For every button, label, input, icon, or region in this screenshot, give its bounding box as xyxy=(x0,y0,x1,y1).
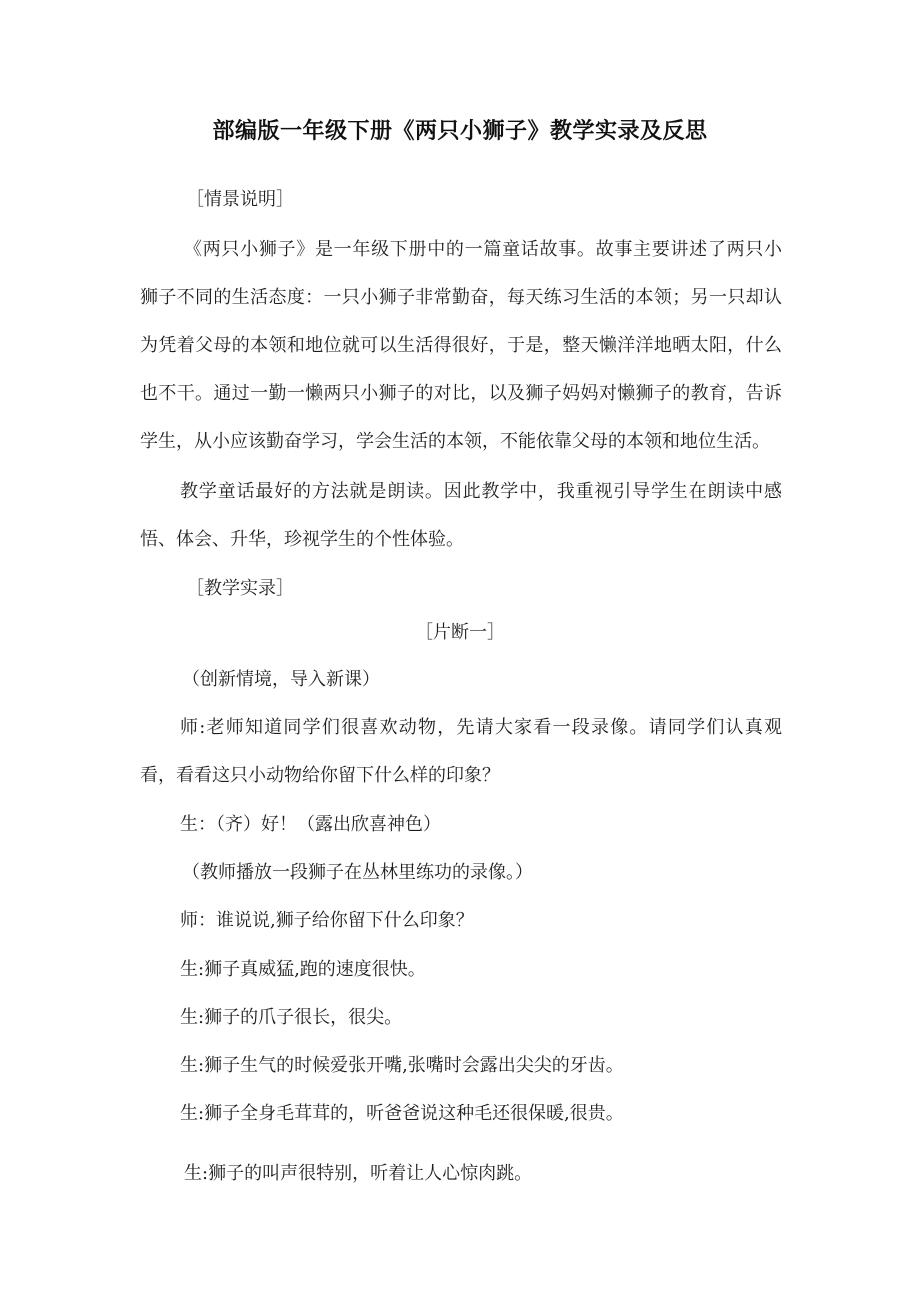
dialogue-line: 生:狮子的叫声很特别，听着让人心惊肉跳。 xyxy=(184,1163,533,1184)
dialogue-line: 生：（齐）好！（露出欣喜神色） xyxy=(180,814,441,835)
stage-direction: （教师播放一段狮子在丛林里练功的录像。） xyxy=(182,862,533,883)
stage-direction: （创新情境，导入新课） xyxy=(182,669,380,690)
paragraph-line: 学生，从小应该勤奋学习，学会生活的本领，不能依靠父母的本领和地位生活。 xyxy=(140,431,770,452)
section-heading-scenario: ［情景说明］ xyxy=(186,189,294,210)
document-title: 部编版一年级下册《两只小狮子》教学实录及反思 xyxy=(212,119,708,144)
fragment-heading: ［片断一］ xyxy=(415,622,505,643)
dialogue-line: 师：谁说说,狮子给你留下什么印象？ xyxy=(180,910,474,931)
paragraph-line: 悟、体会、升华，珍视学生的个性体验。 xyxy=(140,529,464,550)
dialogue-line: 看，看看这只小动物给你留下什么样的印象？ xyxy=(140,765,500,786)
paragraph-line: 也不干。通过一勤一懒两只小狮子的对比，以及狮子妈妈对懒狮子的教育，告诉 xyxy=(140,383,782,404)
paragraph-line: 为凭着父母的本领和地位就可以生活得很好，于是，整天懒洋洋地晒太阳，什么 xyxy=(140,335,782,356)
dialogue-line: 生:狮子生气的时候爱张开嘴,张嘴时会露出尖尖的牙齿。 xyxy=(180,1055,624,1076)
dialogue-line: 生:狮子的爪子很长，很尖。 xyxy=(180,1007,403,1028)
paragraph-line: 《两只小狮子》是一年级下册中的一篇童话故事。故事主要讲述了两只小 xyxy=(184,239,782,260)
dialogue-line: 师:老师知道同学们很喜欢动物，先请大家看一段录像。请同学们认真观 xyxy=(180,717,782,738)
paragraph-line: 狮子不同的生活态度：一只小狮子非常勤奋，每天练习生活的本领；另一只却认 xyxy=(140,287,782,308)
paragraph-line: 教学童话最好的方法就是朗读。因此教学中，我重视引导学生在朗读中感 xyxy=(180,481,782,502)
section-heading-record: ［教学实录］ xyxy=(186,578,294,599)
dialogue-line: 生:狮子真威猛,跑的速度很快。 xyxy=(180,959,426,980)
dialogue-line: 生:狮子全身毛茸茸的，听爸爸说这种毛还很保暖,很贵。 xyxy=(180,1103,624,1124)
